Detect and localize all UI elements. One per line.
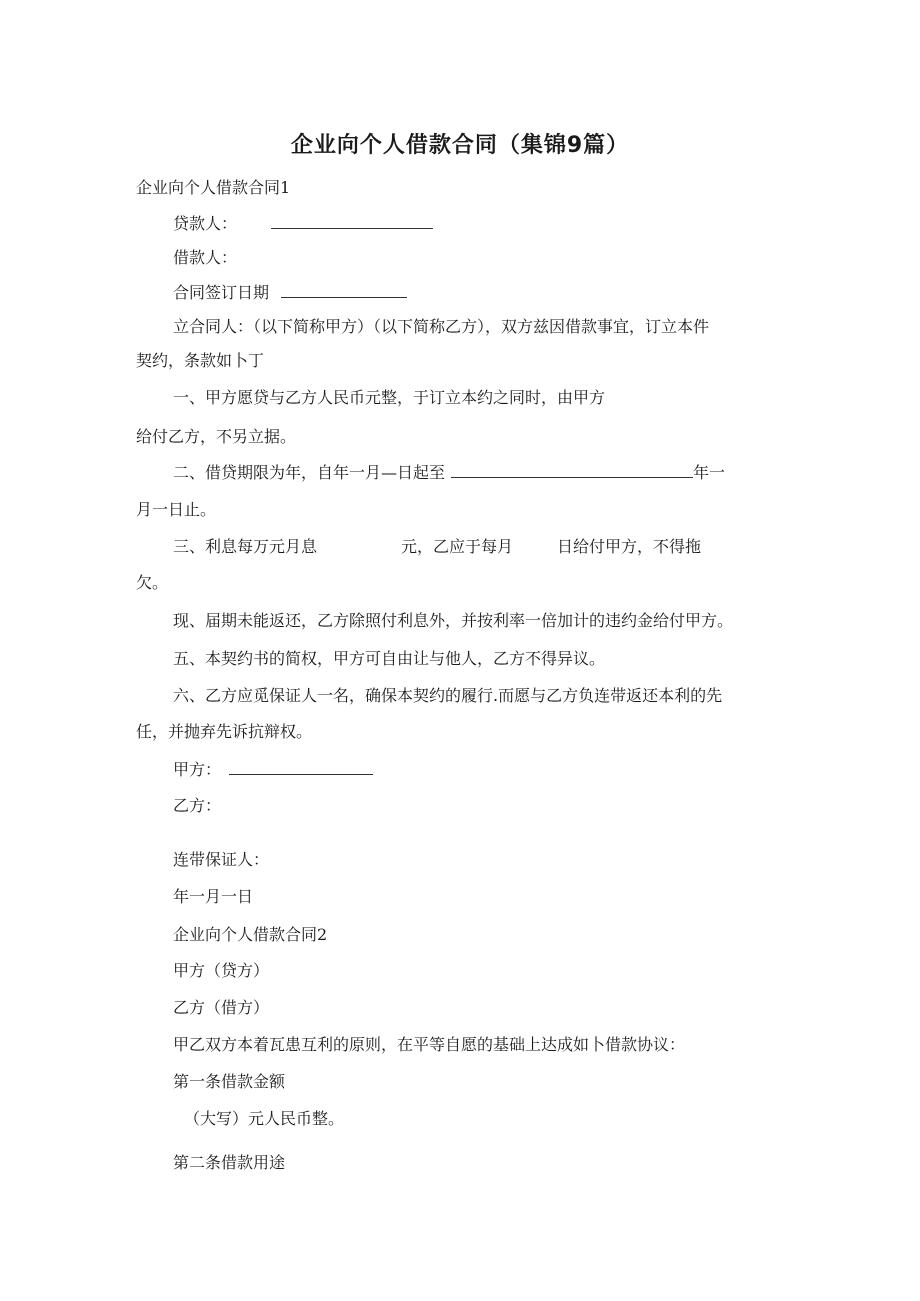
lender-label: 贷款人：: [173, 214, 238, 233]
item-3-text-c: 日给付甲方，不得拖: [557, 537, 702, 556]
item-6-line-1: 六、乙方应觅保证人一名，确保本契约的履行.而愿与乙方负连带返还本利的先: [173, 686, 723, 705]
document-title: 企业向个人借款合同（集锦9篇）: [290, 133, 630, 158]
article-2-heading: 第二条借款用途: [173, 1153, 286, 1172]
item-3-text-b: 元，乙应于每月: [401, 537, 514, 556]
article-1-heading: 第一条借款金额: [173, 1072, 286, 1091]
lender-blank: [271, 214, 433, 229]
party-a-line: [173, 760, 373, 780]
item-3-line-2: 欠。: [136, 573, 169, 592]
date-label: 合同签订日期: [173, 283, 270, 302]
contract-2-heading: 企业向个人借款合同2: [173, 925, 328, 944]
item-2-line-2: 月一日止。: [136, 500, 217, 519]
item-2-line-1: [173, 463, 725, 483]
loan-amount-line: （大写）元人民币整。: [184, 1109, 345, 1128]
item-3-line-1: [173, 537, 701, 557]
date-line: [173, 283, 407, 303]
parties-line-1: 立合同人：（以下简称甲方）（以下简称乙方），双方兹因借款事宜，订立本件: [173, 317, 710, 336]
party-b-label: 乙方：: [173, 796, 222, 815]
item-3-text-a: 三、利息每万元月息: [173, 537, 318, 556]
signing-date: 年一月一日: [173, 887, 254, 906]
contract-2-intro: 甲乙双方本着瓦患互利的原则，在平等自愿的基础上达成如卜借款协议：: [173, 1035, 686, 1054]
party-a-label: 甲方：: [173, 760, 222, 779]
contract-2-party-a: 甲方（贷方）: [173, 961, 270, 980]
borrower-label: 借款人：: [173, 248, 238, 267]
item-4-line: 现、届期未能返还，乙方除照付利息外，并按利率一倍加计的违约金给付甲方。: [173, 611, 734, 630]
item-1-line-2: 给付乙方，不另立据。: [136, 427, 297, 446]
parties-line-2: 契约，条款如卜丁: [136, 351, 265, 370]
lender-line: [173, 214, 433, 234]
item-2-text-a: 二、借贷期限为年，自年一月—日起至: [173, 463, 446, 482]
item-1-line-1: 一、甲方愿贷与乙方人民币元整，于订立本约之同时，由甲方: [173, 388, 606, 407]
item-2-text-b: 年一: [693, 463, 726, 482]
item-2-blank: [451, 463, 693, 478]
date-blank: [281, 283, 407, 298]
party-a-blank: [229, 760, 373, 775]
guarantor-label: 连带保证人：: [173, 850, 270, 869]
contract-2-party-b: 乙方（借方）: [173, 998, 270, 1017]
item-5-line: 五、本契约书的简权，甲方可自由让与他人，乙方不得异议。: [173, 649, 606, 668]
item-6-line-2: 任，并抛弃先诉抗辩权。: [136, 722, 313, 741]
contract-1-heading: 企业向个人借款合同1: [136, 178, 291, 197]
